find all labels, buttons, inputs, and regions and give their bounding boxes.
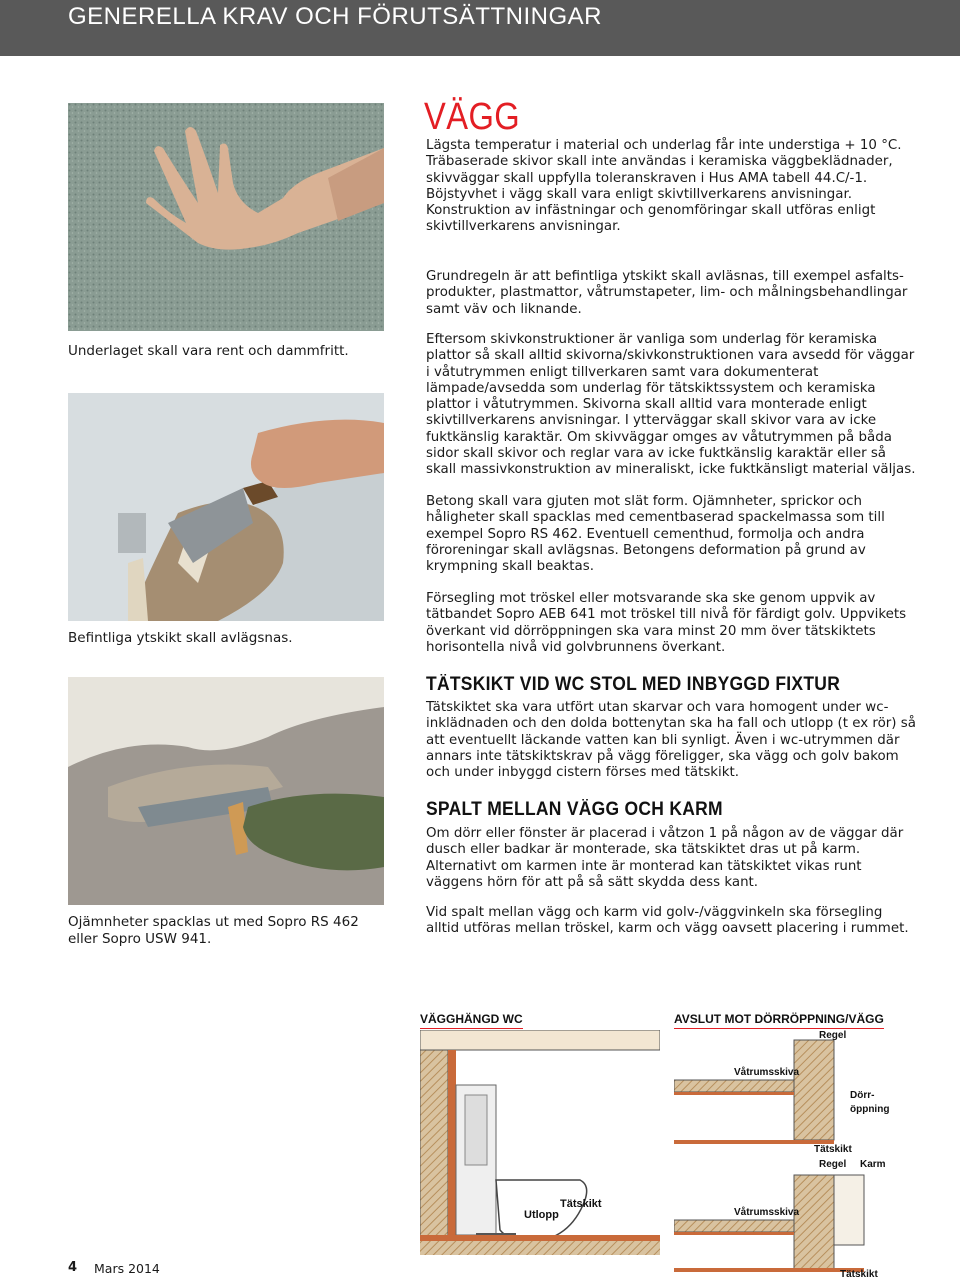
paragraph-boards: Eftersom skivkonstruktioner är vanliga som underlag för keramiska plattor så skall alltid skivorna/skivkonstruktionen vara avsedd för väggar i våtutrymmen enligt tillverkaren samt vara dokumenterat lämpade/avsedda som underlag för tätskiktssystem och keramiska plattor i våtutrymmen. Skivorna skall alltid vara monterade enligt skivtillverkarens anvisningar. I ytterväggar skall skivor vara av icke fuktkänslig karaktär. Om skivväggar omges av våtutrymmen på båda sidor skall skivor och reglar vara av icke fuktkänslig karaktär eller så skall massivkonstruktion av mineraliskt, icke fuktkänsligt material väljas.: [426, 332, 916, 478]
paragraph-threshold: Försegling mot tröskel eller motsvarande ska ske genom uppvik av tätbandet Sopro AEB 641 mot tröskel till nivå för färdigt golv. Uppvikets överkant vid dörröppningen ska vara minst 20 mm över tätskiktets horisontella nivå vid golvbrunnens överkant.: [426, 591, 907, 655]
paragraph-temperature: Lägsta temperatur i material och underlag får inte understiga + 10 °C. Träbaserade skivor skall inte användas i keramiska väggbeklädnader, skivväggar skall uppfylla toleranskraven i Hus AMA tabell 44.C/-1. Böjstyvhet i vägg skall vara enligt skivtillverkarens anvisningar. Konstruktion av infästningar och genomföringar skall utföras enligt skivtillverkarens anvisningar.: [426, 138, 902, 235]
label-utlopp: Utlopp: [524, 1209, 559, 1221]
diagram-wc-title: VÄGGHÄNGD WC: [420, 1012, 523, 1029]
label-tatskikt-top: Tätskikt: [814, 1144, 852, 1155]
caption-1: Underlaget skall vara rent och dammfritt.: [68, 343, 349, 359]
footer-date: Mars 2014: [94, 1261, 160, 1276]
label-regel-bottom: Regel: [819, 1159, 847, 1170]
page-number: 4: [68, 1260, 78, 1275]
photo-trowel-spackle: [68, 677, 384, 905]
diagram-wall-hung-wc: [420, 1030, 660, 1255]
label-dorr: Dörr-: [850, 1090, 875, 1101]
header-bar: [0, 0, 960, 56]
photo-hand-on-wall: [68, 103, 384, 331]
heading-vagg: VÄGG: [424, 96, 521, 138]
paragraph-existing-layers: Grundregeln är att befintliga ytskikt skall avläsnas, till exempel asfalts-produkter, plastmattor, våtrumstapeter, lim- och målningsbehandlingar samt väv och liknande.: [426, 269, 908, 317]
label-karm: Karm: [860, 1159, 886, 1170]
heading-gap: SPALT MELLAN VÄGG OCH KARM: [426, 799, 723, 820]
caption-3: Ojämnheter spacklas ut med Sopro RS 462 eller Sopro USW 941.: [68, 914, 359, 947]
paragraph-wc: Tätskiktet ska vara utfört utan skarvar och vara homogent under wc-inklädnaden och den dolda bottenytan ska ha fall och utlopp (t ex rör) så att eventuellt läckande vatten kan bli synligt. Även i wc-utrymmen där annars inte tätskiktskrav på vägg föreligger, ska vägg och golv bakom och under inbyggd cistern förses med tätskikt.: [426, 700, 916, 781]
page-header-title: GENERELLA KRAV OCH FÖRUTSÄTTNINGAR: [68, 3, 602, 30]
diagram-door-title: AVSLUT MOT DÖRRÖPPNING/VÄGG: [674, 1012, 884, 1029]
label-vatrumsskiva-bottom: Våtrumsskiva: [734, 1207, 800, 1218]
diagram-door-opening: [674, 1030, 890, 1279]
photo-scraping-wall: [68, 393, 384, 621]
paragraph-concrete: Betong skall vara gjuten mot slät form. Ojämnheter, sprickor och håligheter skall spacklas med cementbaserad spackelmassa som till exempel Sopro RS 462. Eventuell cementhud, formolja och andra föroreningar skall avlägsnas. Betongens deformation på grund av krympning skall beaktas.: [426, 494, 885, 575]
label-tatskikt: Tätskikt: [560, 1198, 602, 1210]
label-regel-top: Regel: [819, 1030, 847, 1041]
heading-wc: TÄTSKIKT VID WC STOL MED INBYGGD FIXTUR: [426, 674, 841, 695]
label-oppning: öppning: [850, 1104, 890, 1115]
label-vatrumsskiva-top: Våtrumsskiva: [734, 1067, 800, 1078]
paragraph-gap-2: Vid spalt mellan vägg och karm vid golv-/väggvinkeln ska försegling alltid utföras mellan tröskel, karm och vägg oavsett placering i rummet.: [426, 905, 909, 937]
paragraph-gap-1: Om dörr eller fönster är placerad i våtzon 1 på någon av de väggar där dusch eller badkar är monterade, ska tätskiktet dras ut på karm. Alternativt om karmen inte är monterad kan tätskiktet vikas runt väggens hörn för att på så sätt skydda dess kant.: [426, 826, 904, 890]
label-tatskikt-bottom: Tätskikt: [840, 1269, 878, 1279]
caption-2: Befintliga ytskikt skall avlägsnas.: [68, 630, 293, 646]
